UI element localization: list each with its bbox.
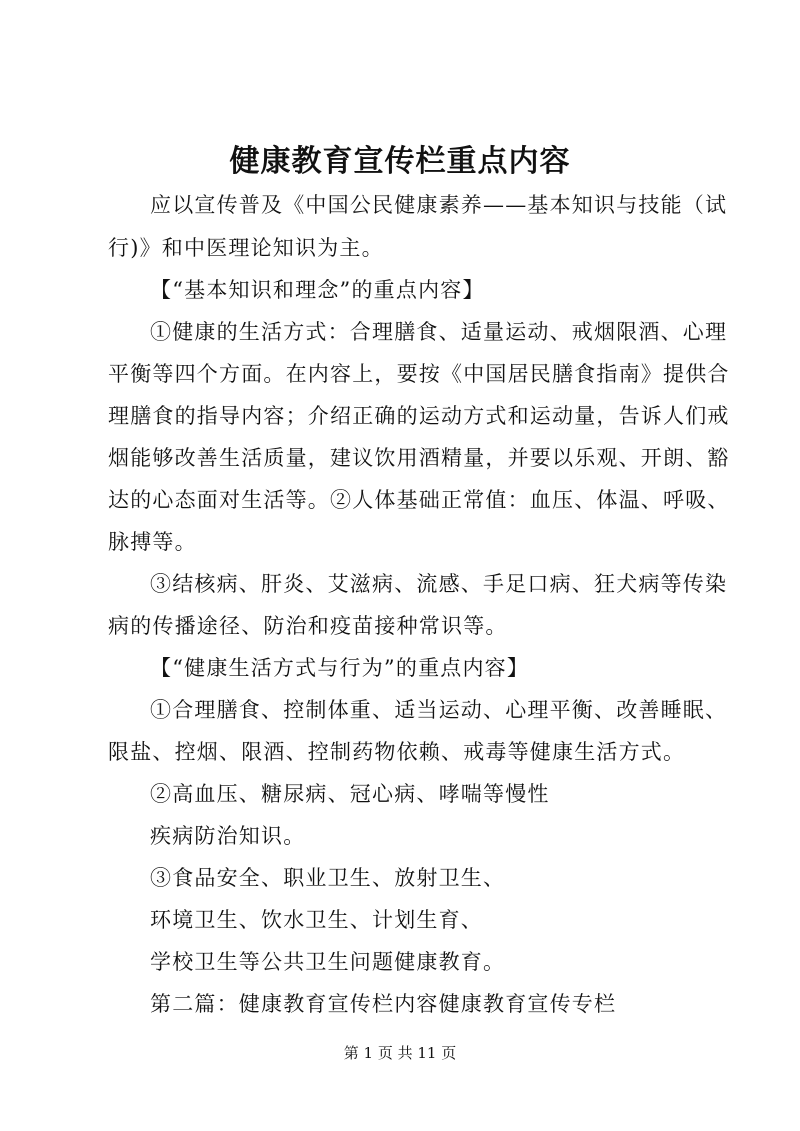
section-heading: 【“健康生活方式与行为”的重点内容】 (150, 656, 530, 680)
paragraph-line: 烟能够改善生活质量，建议饮用酒精量，并要以乐观、开朗、豁 (108, 446, 730, 470)
paragraph-line: 疾病防治知识。 (150, 824, 306, 848)
paragraph-line: ①合理膳食、控制体重、适当运动、心理平衡、改善睡眠、 (150, 698, 728, 722)
paragraph-line: ①健康的生活方式：合理膳食、适量运动、戒烟限酒、心理 (150, 320, 728, 344)
paragraph-line: 行)》和中医理论知识为主。 (108, 236, 384, 260)
paragraph-line: 限盐、控烟、限酒、控制药物依赖、戒毒等健康生活方式。 (108, 740, 686, 764)
section-heading: 【“基本知识和理念”的重点内容】 (150, 278, 485, 302)
paragraph-line: 学校卫生等公共卫生问题健康教育。 (150, 950, 506, 974)
paragraph-line: 环境卫生、饮水卫生、计划生育、 (150, 908, 483, 932)
paragraph-line: ③结核病、肝炎、艾滋病、流感、手足口病、狂犬病等传染 (150, 572, 728, 596)
paragraph-line: 病的传播途径、防治和疫苗接种常识等。 (108, 614, 508, 638)
paragraph-line: ②高血压、糖尿病、冠心病、哮喘等慢性 (150, 782, 550, 806)
paragraph-line: 应以宣传普及《中国公民健康素养——基本知识与技能（试 (150, 193, 728, 217)
paragraph-line: 脉搏等。 (108, 530, 197, 554)
paragraph-line: ③食品安全、职业卫生、放射卫生、 (150, 866, 506, 890)
document-title: 健康教育宣传栏重点内容 (229, 144, 571, 179)
paragraph-line: 达的心态面对生活等。②人体基础正常值：血压、体温、呼吸、 (108, 488, 730, 512)
paragraph-line: 平衡等四个方面。在内容上，要按《中国居民膳食指南》提供合 (108, 362, 730, 386)
page-footer: 第 1 页 共 11 页 (343, 1044, 457, 1062)
paragraph-line: 第二篇：健康教育宣传栏内容健康教育宣传专栏 (150, 992, 617, 1016)
paragraph-line: 理膳食的指导内容；介绍正确的运动方式和运动量，告诉人们戒 (108, 404, 730, 428)
